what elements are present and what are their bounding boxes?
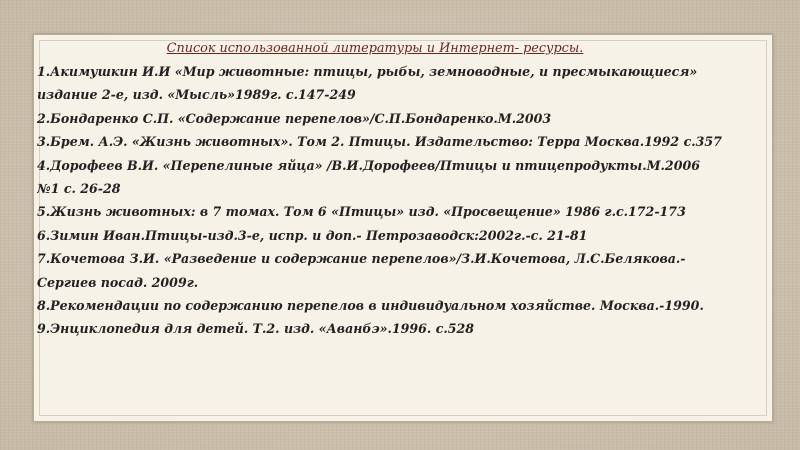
bibliography-line-2: издание 2-е, изд. «Мысль»1989г. с.147-249 — [37, 87, 356, 103]
bibliography-heading: Список использованной литературы и Интернет- ресурсы. — [166, 41, 584, 56]
bibliography-line-11: 8.Рекомендации по содержанию перепелов в индивидуальном хозяйстве. Москва.-1990. — [37, 297, 704, 313]
bibliography-content — [37, 38, 772, 368]
bibliography-line-6: №1 с. 26-28 — [37, 180, 121, 196]
bibliography-line-1: 1.Акимушкин И.И «Мир животные: птицы, рыбы, земноводные, и пресмыкающиеся» — [37, 64, 698, 79]
bibliography-line-12: 9.Энциклопедия для детей. Т.2. изд. «Аванбэ».1996. с.528 — [37, 321, 475, 337]
bibliography-line-9: 7.Кочетова З.И. «Разведение и содержание перепелов»/З.И.Кочетова, Л.С.Белякова.- — [37, 251, 686, 267]
bibliography-line-10: Сергиев посад. 2009г. — [37, 274, 199, 290]
bibliography-line-5: 4.Дорофеев В.И. «Перепелиные яйца» /В.И.Дорофеев/Птицы и птицепродукты.М.2006 — [37, 157, 700, 173]
bibliography-line-8: 6.Зимин Иван.Птицы-изд.3-е, испр. и доп.- Петрозаводск:2002г.-с. 21-81 — [37, 227, 588, 243]
bibliography-line-4: 3.Брем. А.Э. «Жизнь животных». Том 2. Птицы. Издательство: Терра Москва.1992 с.357 — [37, 134, 722, 150]
bibliography-line-3: 2.Бондаренко С.П. «Содержание перепелов»/С.П.Бондаренко.М.2003 — [37, 110, 552, 126]
bibliography-line-7: 5.Жизнь животных: в 7 томах. Том 6 «Птицы» изд. «Просвещение» 1986 г.с.172-173 — [37, 204, 686, 220]
